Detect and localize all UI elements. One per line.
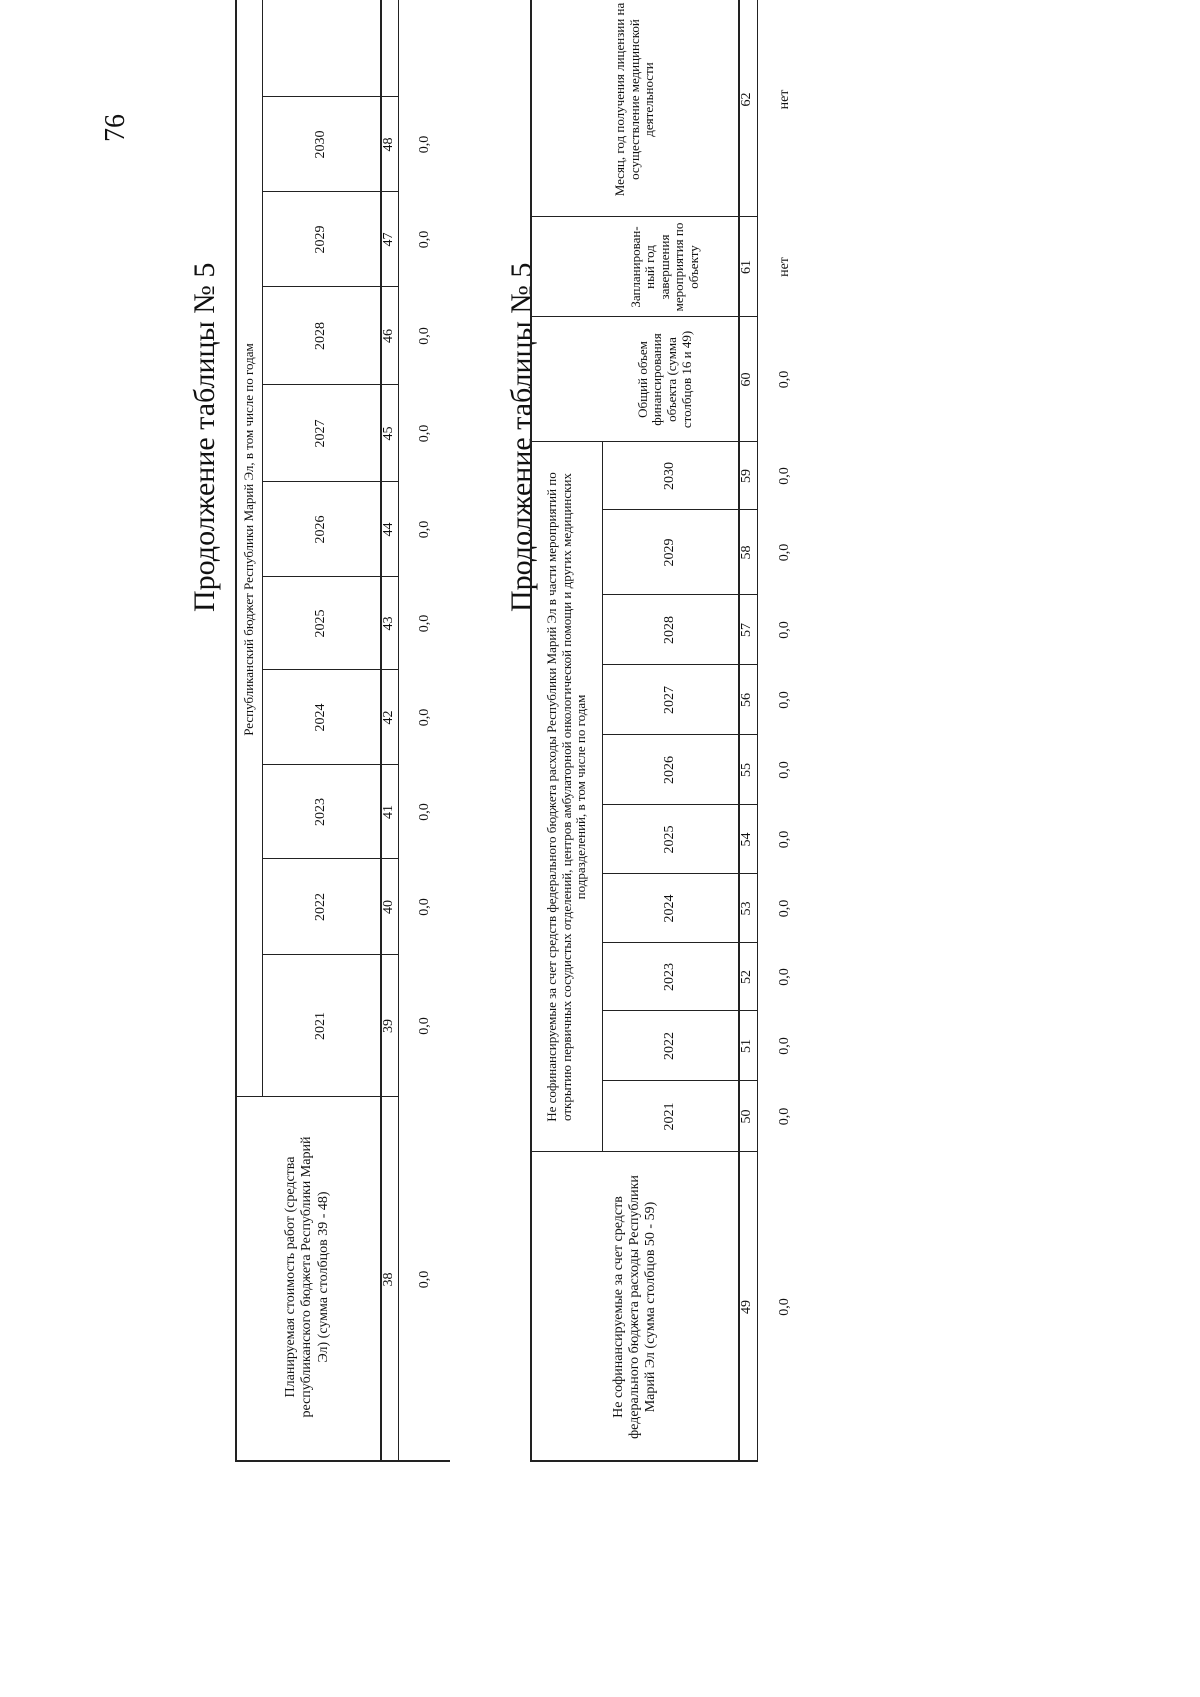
- col-number-45: 45: [380, 426, 396, 441]
- col-number-43: 43: [380, 616, 396, 631]
- col-number-52: 52: [739, 970, 755, 984]
- col-number-55: 55: [739, 763, 755, 777]
- value-col-59: 0,0: [776, 467, 792, 485]
- year-header-2026: 2026: [661, 756, 677, 784]
- year-header-2028: 2028: [661, 616, 677, 644]
- col-number-61: 61: [739, 260, 755, 274]
- col-number-38: 38: [380, 1272, 396, 1287]
- value-col-47: 0,0: [416, 230, 432, 249]
- col-number-39: 39: [380, 1019, 396, 1033]
- value-col-60: 0,0: [776, 370, 792, 389]
- value-col-43: 0,0: [416, 614, 432, 633]
- value-col-48: 0,0: [416, 135, 432, 154]
- year-header-2021: 2021: [312, 1012, 328, 1040]
- total-financing-header: Общий объем финансирования объекта (сумма столбцов 16 и 49): [634, 330, 694, 429]
- value-col-46: 0,0: [416, 327, 432, 345]
- col-number-59: 59: [739, 469, 755, 483]
- page-number: 76: [100, 114, 131, 142]
- year-header-2025: 2025: [661, 825, 677, 854]
- value-col-54: 0,0: [776, 830, 792, 849]
- year-header-2028: 2028: [312, 322, 328, 350]
- value-col-39: 0,0: [416, 1017, 432, 1035]
- col-number-60: 60: [739, 372, 755, 387]
- table-continuation-title-2: Продолжение таблицы № 5: [505, 262, 538, 612]
- table-continuation-title-1: Продолжение таблицы № 5: [188, 262, 221, 612]
- year-header-2023: 2023: [661, 963, 677, 991]
- col-number-42: 42: [380, 710, 396, 725]
- value-col-45: 0,0: [416, 424, 432, 443]
- value-col-49: 0,0: [776, 1298, 792, 1316]
- col-number-46: 46: [380, 329, 396, 343]
- col-number-48: 48: [380, 137, 396, 152]
- planned-cost-header: Планируемая стоимость работ (средства республиканского бюджета Республики Марий Эл) (сумма столбцов 39 - 48): [283, 1136, 331, 1418]
- year-header-2029: 2029: [661, 538, 677, 567]
- value-col-42: 0,0: [416, 708, 432, 727]
- col-number-49: 49: [739, 1300, 755, 1314]
- value-col-57: 0,0: [776, 621, 792, 639]
- col-number-44: 44: [380, 522, 396, 537]
- col-number-51: 51: [739, 1039, 755, 1053]
- value-col-61: нет: [776, 257, 792, 277]
- value-col-56: 0,0: [776, 691, 792, 709]
- value-col-38: 0,0: [416, 1270, 432, 1289]
- col-number-57: 57: [739, 623, 755, 637]
- col-number-41: 41: [380, 805, 396, 819]
- year-header-2027: 2027: [312, 419, 328, 448]
- year-header-2022: 2022: [312, 893, 328, 921]
- col-number-47: 47: [380, 232, 396, 247]
- year-header-2029: 2029: [312, 225, 328, 254]
- value-col-40: 0,0: [416, 898, 432, 916]
- year-header-2026: 2026: [312, 515, 328, 544]
- value-col-50: 0,0: [776, 1107, 792, 1126]
- year-header-2024: 2024: [312, 703, 328, 732]
- not-cofinanced-header: Не софинансируемые за счет средств федерального бюджета расходы Республики Марий Эл (сумма столбцов 50 - 59): [610, 1175, 659, 1439]
- value-col-58: 0,0: [776, 543, 792, 562]
- value-col-51: 0,0: [776, 1037, 792, 1055]
- license-date-header: Месяц, год получения лицензии на осуществление медицинской деятельности: [612, 2, 657, 197]
- col-number-50: 50: [739, 1109, 755, 1124]
- year-header-2021: 2021: [661, 1102, 677, 1131]
- col-number-62: 62: [739, 92, 755, 107]
- col-number-56: 56: [739, 693, 755, 707]
- col-number-54: 54: [739, 832, 755, 847]
- year-header-2023: 2023: [312, 798, 328, 826]
- value-col-44: 0,0: [416, 520, 432, 539]
- republic-budget-group-header: Республиканский бюджет Республики Марий Эл, в том числе по годам: [240, 343, 256, 736]
- value-col-41: 0,0: [416, 803, 432, 821]
- year-header-2022: 2022: [661, 1032, 677, 1060]
- col-number-53: 53: [739, 901, 755, 916]
- year-header-2030: 2030: [312, 130, 328, 159]
- year-header-2030: 2030: [661, 462, 677, 490]
- year-header-2024: 2024: [661, 894, 677, 923]
- year-header-2025: 2025: [312, 609, 328, 638]
- value-col-53: 0,0: [776, 899, 792, 918]
- year-header-2027: 2027: [661, 686, 677, 714]
- col-number-40: 40: [380, 900, 396, 914]
- not-cofinanced-group-header: Не софинансируемые за счет средств федерального бюджета расходы Республики Марий Эл в части мероприятий по открытию первичных сосудистых отделений, центров амбулаторной онкологической помощи и других медицинских подразделений, в том числе по годам: [544, 472, 589, 1122]
- planned-completion-year-header: Запланирован-ный год завершения мероприятия по объекту: [627, 222, 701, 312]
- col-number-58: 58: [739, 545, 755, 560]
- value-col-55: 0,0: [776, 761, 792, 779]
- value-col-52: 0,0: [776, 968, 792, 986]
- value-col-62: нет: [776, 89, 792, 110]
